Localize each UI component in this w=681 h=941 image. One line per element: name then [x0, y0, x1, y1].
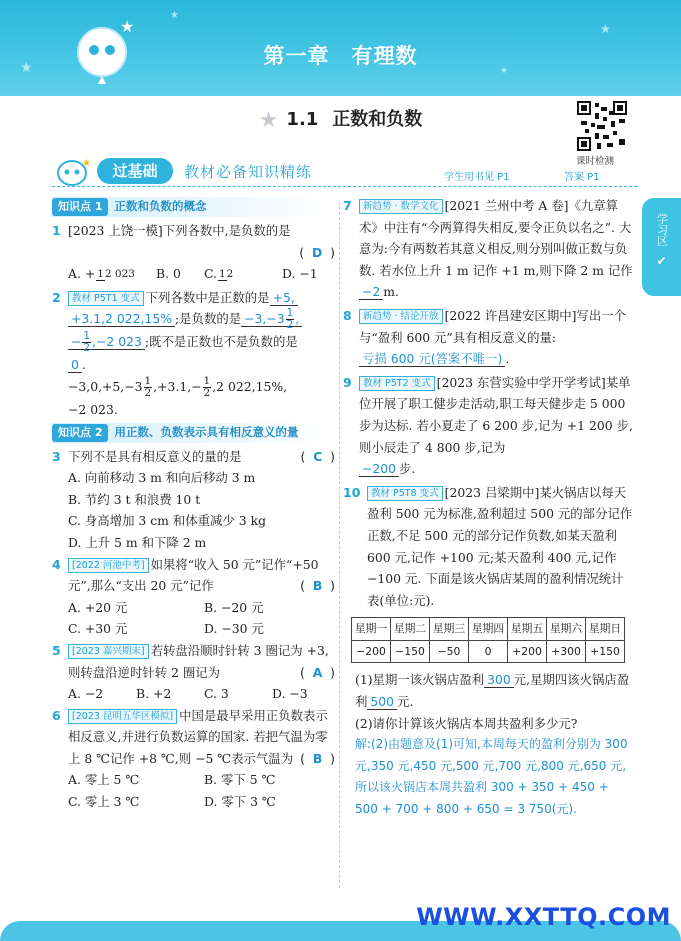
question-number: 10	[343, 484, 361, 500]
q10-part-2: (2)请你计算该火锅店本周共盈利多少元?	[355, 715, 578, 731]
question-stem: [2023 东营实验中学开学考试]某单位开展了职工健步走活动,职工每天健步走 5 000 步为达标. 若小夏走了 6 200 步,记为 +1 200 步,则小辰走了 4 800 步,记为	[359, 374, 633, 455]
question-6	[52, 705, 335, 813]
option-d: D. −3	[272, 686, 308, 702]
options	[68, 597, 335, 640]
svg-text:★: ★	[82, 158, 91, 169]
question-source: 教材 P5T1 变式	[68, 291, 144, 306]
options	[68, 263, 335, 285]
chapter-title: 第一章 有理数	[263, 44, 418, 68]
number-list: −3,0,+5,−3 $\frac{1}{2}$ ,+3.1,− $\frac{1}{2}$ ,2 022,15%,	[68, 374, 288, 399]
option-c: C. 零上 3 ℃	[68, 794, 140, 810]
table-cell: +300	[547, 640, 586, 663]
page-footer	[0, 897, 681, 941]
watermark: WWW.XXTTQ.COM	[416, 903, 671, 931]
options	[68, 769, 335, 812]
question-number: 6	[52, 707, 61, 723]
option-a: A. −2	[68, 686, 104, 702]
answer-choice: ( C )	[300, 448, 335, 464]
kp-tag: 知识点 1	[52, 198, 108, 216]
table-header: 星期三	[430, 618, 469, 641]
question-number: 1	[52, 223, 61, 238]
option-a: A. 零上 5 ℃	[68, 772, 140, 788]
student-book-ref: 学生用书见 P1	[444, 172, 510, 183]
check-icon: ✔	[656, 254, 667, 268]
header-subtitle: 教材必备知识精练	[184, 163, 313, 181]
answer-choice: ( D )	[299, 244, 335, 260]
question-source: 教材 P5T2 变式	[359, 376, 435, 391]
answer-blank: +5,	[270, 290, 298, 306]
question-number: 7	[343, 198, 352, 213]
answer-choice: ( B )	[300, 750, 335, 766]
question-source: [2023 上饶一模]	[68, 223, 163, 238]
side-tab-study-area[interactable]	[642, 198, 681, 296]
question-number: 5	[52, 642, 61, 658]
option-b: B. +2	[136, 686, 172, 702]
answer-blank: 500	[367, 694, 397, 710]
question-8: 8 新趋势 · 结论开放 [2022 许昌建安区期中]写出一个与“盈利 600 元”具有相反意义的量: 亏损 600 元(答案不唯一) .	[343, 305, 633, 370]
side-tab-label: 学习区	[655, 213, 669, 246]
kp-title: 用正数、负数表示具有相反意义的量	[114, 424, 299, 439]
option-d: D. 上升 5 m 和下降 2 m	[68, 534, 207, 550]
basics-pill: 过基础	[97, 158, 173, 184]
mascot-icon	[52, 156, 94, 186]
option-c: C. +30 元	[68, 621, 128, 637]
star-icon: ★	[170, 10, 179, 21]
answer-choice: ( B )	[300, 578, 335, 594]
knowledge-point-1	[52, 197, 335, 217]
options	[68, 683, 335, 705]
question-number: 9	[343, 374, 352, 390]
option-c: C. 3	[204, 686, 229, 702]
question-source: 教材 P5T8 变式	[367, 486, 443, 501]
option-b: B. −20 元	[204, 599, 264, 615]
star-icon: ★	[20, 60, 33, 76]
question-source: [2023 昆明五华区模拟]	[68, 709, 177, 724]
header-divider	[52, 186, 637, 187]
question-stem: 中国是最早采用正负数表示相反意义,并进行负数运算的国家. 若把气温为零上 8 ℃记作 +8 ℃,则 −5 ℃表示气温为	[68, 707, 328, 766]
question-stem: 下列不是具有相反意义的量的是	[68, 448, 242, 464]
table-cell: +150	[586, 640, 625, 663]
table-header: 星期日	[586, 618, 625, 641]
table-header: 星期四	[469, 618, 508, 641]
profit-table	[351, 617, 625, 663]
table-header: 星期一	[352, 618, 391, 641]
question-7: 7 新趋势 · 数学文化 [2021 兰州中考 A 卷]《九章算术》中注有“今两算得失相反,要令正负以名之”. 大意为:今有两数若其意义相反,则分别叫做正数与负数. 若水位上升 1 m 记作 +1 m,则下降 2 m 记作 −2 m.	[343, 195, 633, 303]
right-column	[343, 195, 633, 821]
table-header: 星期二	[391, 618, 430, 641]
table-row	[352, 618, 625, 641]
q10-part-1: (1)星期一该火锅店盈利 300 元,星期四该火锅店盈利 500 元.	[355, 672, 630, 710]
section-header	[52, 156, 637, 188]
question-stem: [2023 吕梁期中]某火锅店以每天盈利 500 元为标准,盈利超过 500 元的部分记作正数,不足 500 元的部分记作负数,如某天盈利 600 元,记作 +100 元;某天盈利 400 元,记作 −100 元. 下面是该火锅店某周的盈利情况统计表(单位:元).	[367, 484, 633, 608]
star-icon: ★	[500, 66, 509, 76]
option-c: C. 12	[204, 266, 234, 282]
kp-title: 正数和负数的概念	[114, 199, 207, 214]
table-cell: −200	[352, 640, 391, 663]
option-d: D. −30 元	[204, 621, 264, 637]
star-icon: ★	[258, 108, 279, 133]
column-divider	[339, 202, 340, 888]
answer-blank: −2	[359, 284, 383, 300]
section-name: 正数和负数	[332, 109, 423, 130]
option-a: A. + 12 023	[68, 266, 135, 282]
chapter-banner	[0, 0, 681, 96]
question-stem: [2021 兰州中考 A 卷]《九章算术》中注有“今两算得失相反,要令正负以名之”. 大意为:今有两数若其意义相反,则分别叫做正数与负数. 若水位上升 1 m 记作 +1 m,则下降 2 m 记作	[359, 198, 633, 278]
kp-tag: 知识点 2	[52, 424, 108, 442]
qr-code[interactable]	[577, 101, 627, 151]
option-b: B. 零下 5 ℃	[204, 772, 276, 788]
option-a: A. +20 元	[68, 599, 128, 615]
question-stem: 若转盘沿顺时针转 3 圈记为 +3,则转盘沿逆时针转 2 圈记为	[68, 642, 329, 680]
option-d: D. 零下 3 ℃	[204, 794, 276, 810]
question-stem: 下列各数中,是负数的是	[162, 223, 291, 238]
answer-choice: ( A )	[299, 664, 335, 680]
question-3	[52, 446, 335, 554]
answer-blank: +3.1,2 022,15%	[68, 311, 175, 327]
q10-solution: 解:(2)由题意及(1)可知,本周每天的盈利分别为 300 元,350 元,450 元,500 元,700 元,800 元,650 元, 所以该火锅店本周共盈利 300 + 350 + 450 + 500 + 700 + 800 + 650 = 3 750(元).	[355, 737, 628, 817]
answer-ref: 答案 P1	[564, 172, 600, 183]
table-cell: −150	[391, 640, 430, 663]
answer-blank: −200	[359, 461, 399, 477]
question-number: 8	[343, 307, 352, 323]
question-9: 9 教材 P5T2 变式 [2023 东营实验中学开学考试]某单位开展了职工健步走活动,职工每天健步走 5 000 步为达标. 若小夏走了 6 200 步,记为 +1 200 步,则小辰走了 4 800 步,记为 −200 步.	[343, 372, 633, 480]
question-stem: 如果将“收入 50 元”记作“+50 元”,那么“支出 20 元”记作	[68, 556, 319, 594]
option-c: C. 身高增加 3 cm 和体重减少 3 kg	[68, 513, 267, 529]
section-number: 1.1	[286, 109, 319, 130]
table-row	[352, 640, 625, 663]
answer-blank: 0	[68, 357, 82, 373]
table-cell: 0	[469, 640, 508, 663]
question-number: 4	[52, 556, 61, 572]
option-d: D. −1	[282, 266, 318, 282]
table-cell: +200	[508, 640, 547, 663]
question-source: [2022 河池中考]	[68, 558, 149, 573]
star-icon: ★	[600, 22, 611, 36]
table-cell: −50	[430, 640, 469, 663]
question-number: 2	[52, 289, 61, 305]
question-source: [2023 嘉兴期末]	[68, 644, 149, 659]
svg-text:★: ★	[120, 17, 135, 36]
left-column	[52, 195, 335, 813]
knowledge-point-2	[52, 423, 335, 443]
qr-caption: 课时检测	[576, 156, 615, 167]
answer-blank: 亏损 600 元(答案不唯一)	[359, 351, 505, 367]
question-2: 2 教材 P5T1 变式 下列各数中是正数的是 +5, +3.1,2 022,15% ;是负数的是 −3,−3 $\frac{1}{2}$ , − $\frac{1}{2}$ ,−2 023 ;既不是正数也不是负数的是 0 . −3,0,+5,−3 $\frac{1}{2}$ ,+3.1,− $\frac{1}{2}$ ,2 022,15%, −2 023.	[52, 287, 335, 421]
question-stem: [2022 许昌建安区期中]写出一个与“盈利 600 元”具有相反意义的量:	[359, 307, 626, 345]
table-header: 星期六	[547, 618, 586, 641]
option-b: B. 0	[156, 266, 181, 282]
question-source: 新趋势 · 数学文化	[359, 199, 443, 214]
question-5	[52, 640, 335, 705]
answer-blank: 300	[484, 672, 514, 688]
table-header: 星期五	[508, 618, 547, 641]
option-b: B. 节约 3 t 和浪费 10 t	[68, 491, 201, 507]
question-number: 3	[52, 448, 61, 464]
option-a: A. 向前移动 3 m 和向后移动 3 m	[68, 470, 256, 486]
answer-blank: − $\frac{1}{2}$ ,−2 023	[68, 334, 145, 350]
answer-blank: −3,−3 $\frac{1}{2}$ ,	[241, 311, 302, 327]
question-1	[52, 220, 335, 285]
question-10	[343, 482, 633, 612]
question-source: 新趋势 · 结论开放	[359, 309, 443, 324]
question-4	[52, 554, 335, 640]
